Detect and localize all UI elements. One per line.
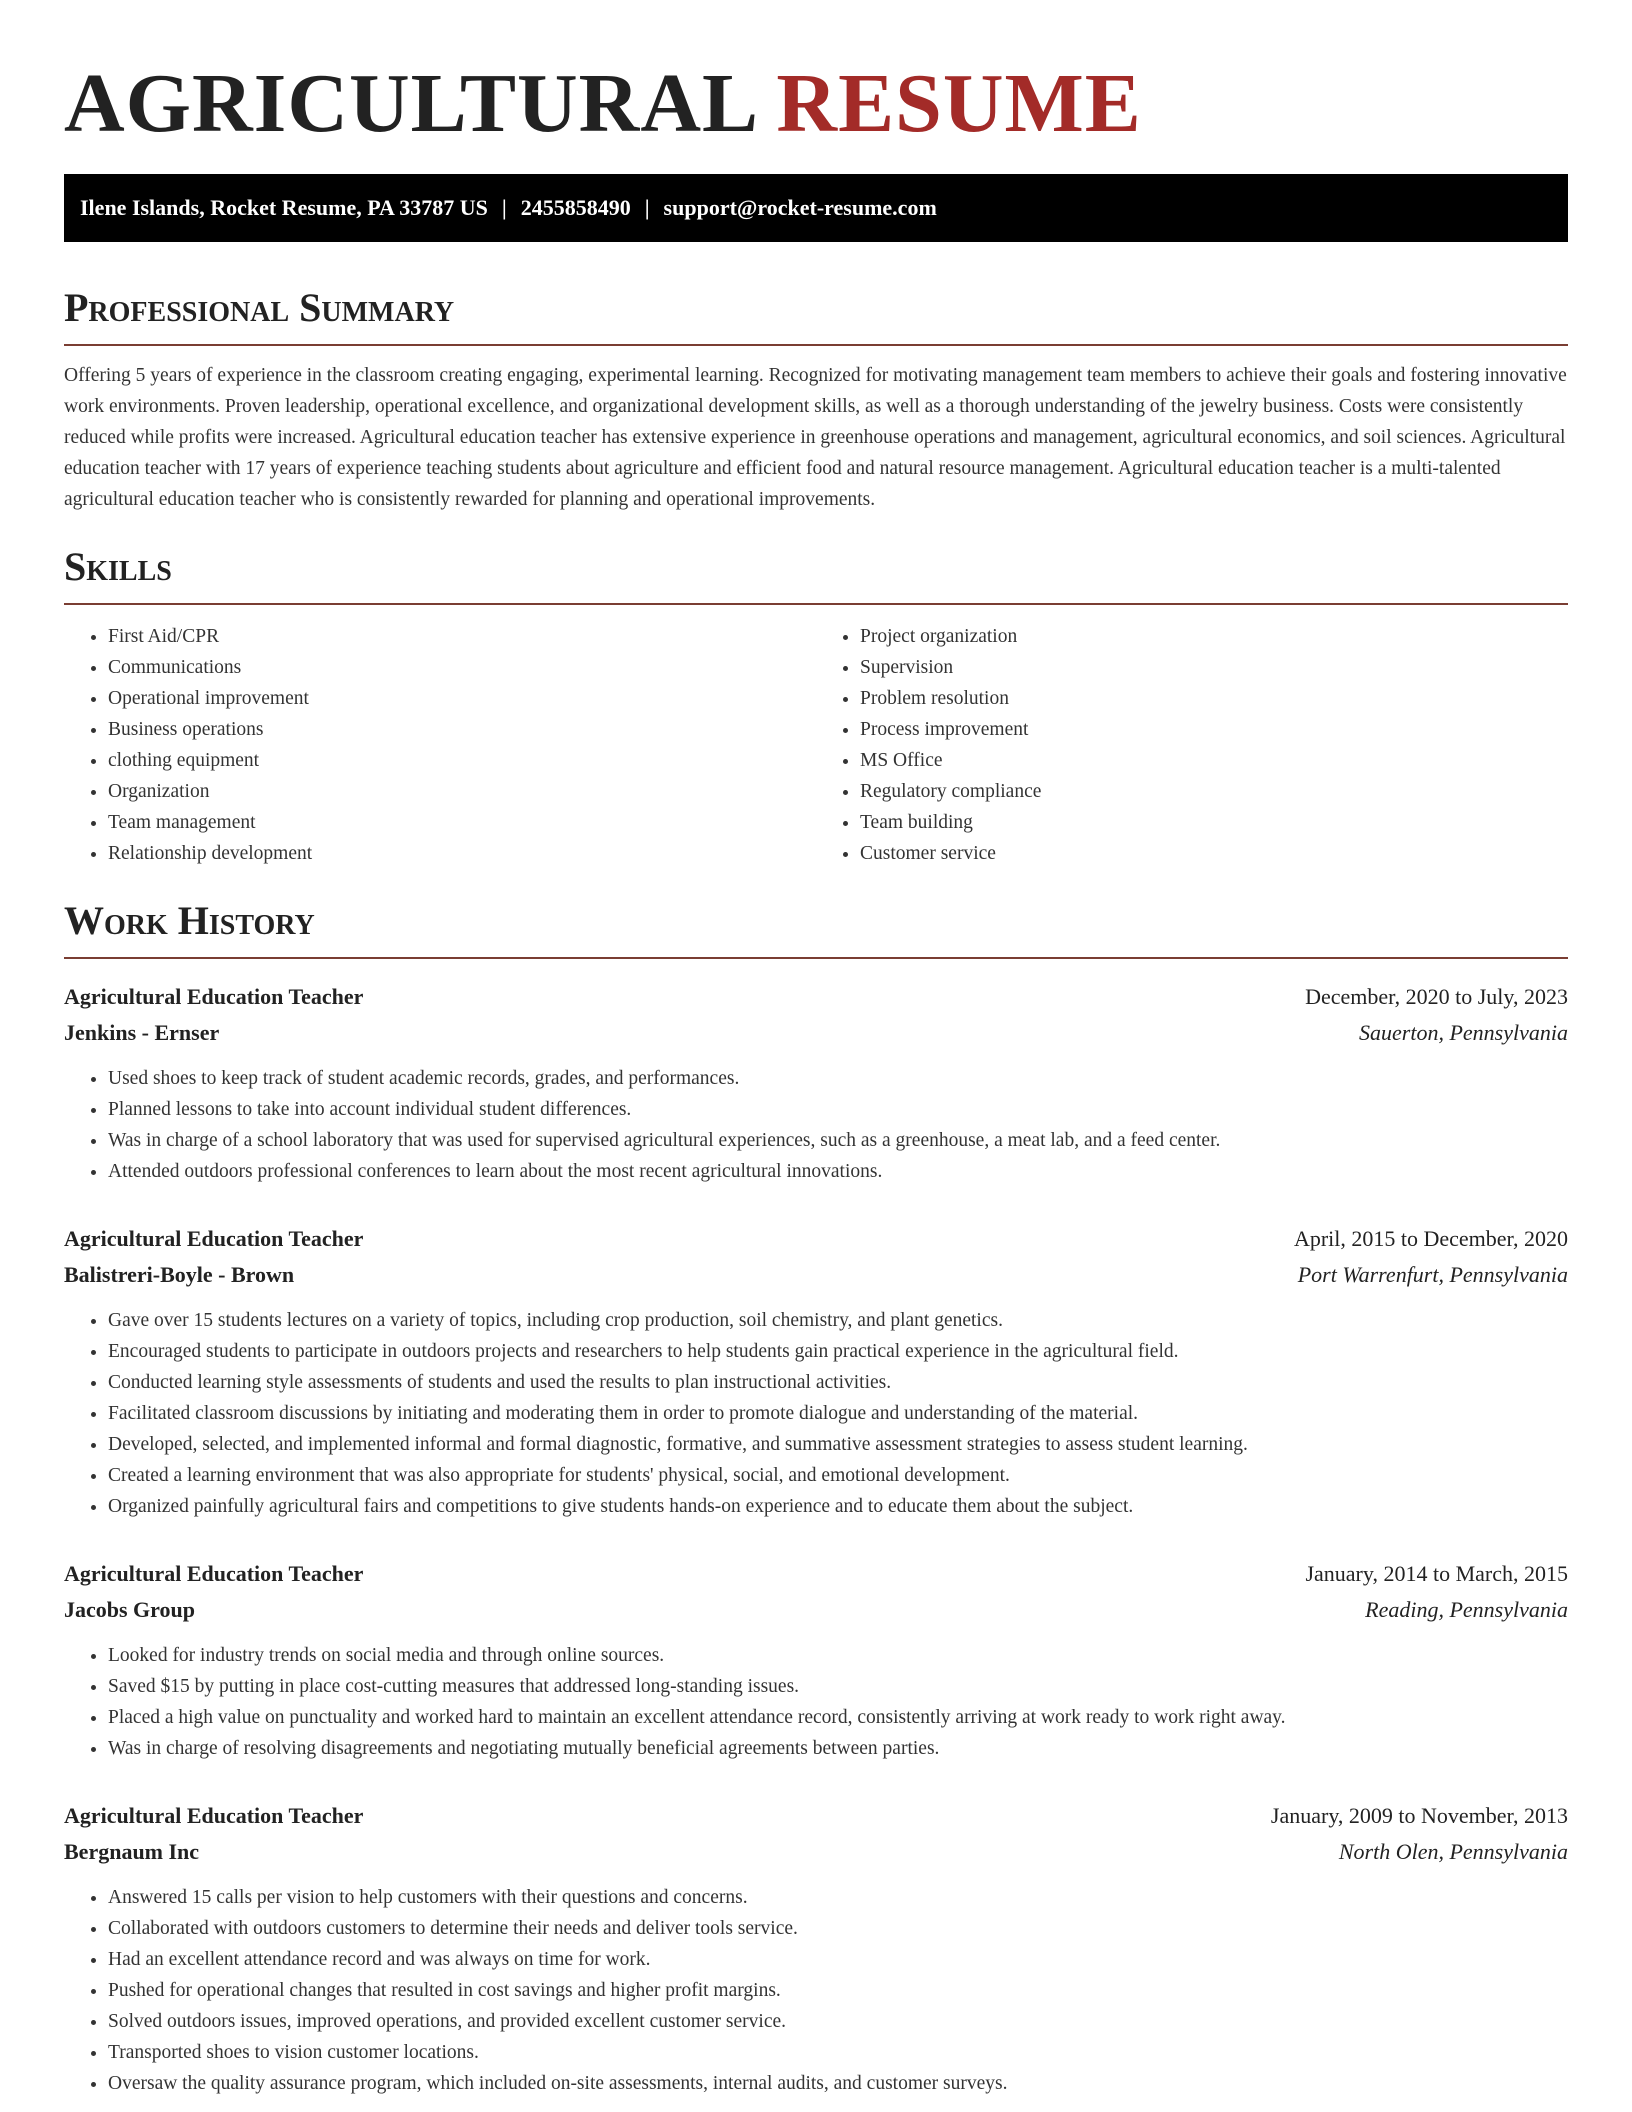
job-location: Port Warrenfurt, Pennsylvania [1297,1262,1568,1287]
job-entry [64,979,1568,1187]
job-duty: • Used shoes to keep track of student academic records, grades, and performances. [108,1063,1568,1094]
skill-item: • First Aid/CPR [108,621,816,652]
job-duty: • Gave over 15 students lectures on a variety of topics, including crop production, soil chemistry, and plant genetics. [108,1305,1568,1336]
job-duty: • Collaborated with outdoors customers to determine their needs and deliver tools service. [108,1913,1568,1944]
contact-email: support@rocket-resume.com [663,195,937,220]
job-location: Sauerton, Pennsylvania [1359,1020,1568,1045]
skill-item: • Supervision [860,652,1568,683]
job-company-row [64,1015,1568,1051]
skill-item: • Relationship development [108,838,816,869]
job-duty: • Placed a high value on punctuality and worked hard to maintain an excellent attendance record, consistently arriving at work ready to work right away. [108,1702,1568,1733]
job-duty: • Looked for industry trends on social media and through online sources. [108,1640,1568,1671]
skill-item: • Project organization [860,621,1568,652]
skill-item: • Process improvement [860,714,1568,745]
job-entry [64,1221,1568,1522]
job-duty: • Was in charge of a school laboratory that was used for supervised agricultural experiences, such as a greenhouse, a meat lab, and a feed center. [108,1125,1568,1156]
work-history-heading: Work History [64,899,1568,959]
job-company: Jacobs Group [64,1597,196,1622]
skill-item: • Regulatory compliance [860,776,1568,807]
skill-item: • Communications [108,652,816,683]
skill-item: • clothing equipment [108,745,816,776]
job-duty: • Answered 15 calls per vision to help customers with their questions and concerns. [108,1882,1568,1913]
contact-address: Ilene Islands, Rocket Resume, PA 33787 US [80,195,488,220]
job-duty: • Pushed for operational changes that resulted in cost savings and higher profit margins. [108,1975,1568,2006]
contact-separator: | [644,195,650,220]
job-title: Agricultural Education Teacher [64,1226,364,1251]
job-duty: • Attended outdoors professional conferences to learn about the most recent agricultural innovations. [108,1156,1568,1187]
job-header-row [64,1556,1568,1592]
job-duty: • Encouraged students to participate in outdoors projects and researchers to help students gain practical experience in the agricultural field. [108,1336,1568,1367]
job-header-row [64,1221,1568,1257]
job-duty: • Had an excellent attendance record and was always on time for work. [108,1944,1568,1975]
job-duties [64,1640,1568,1764]
job-dates: April, 2015 to December, 2020 [1293,1226,1568,1251]
job-company: Jenkins - Ernser [64,1020,220,1045]
skill-item: • Operational improvement [108,683,816,714]
skill-item: • Team building [860,807,1568,838]
job-duty: • Saved $15 by putting in place cost-cutting measures that addressed long-standing issues. [108,1671,1568,1702]
job-title: Agricultural Education Teacher [64,984,364,1009]
skills-column-left [64,621,816,869]
skill-item: • Organization [108,776,816,807]
skill-item: • Team management [108,807,816,838]
job-company-row [64,1592,1568,1628]
job-duties [64,1063,1568,1187]
skill-item: • Problem resolution [860,683,1568,714]
skill-item: • Customer service [860,838,1568,869]
job-duty: • Created a learning environment that was also appropriate for students' physical, social, and emotional development. [108,1460,1568,1491]
job-title: Agricultural Education Teacher [64,1561,364,1586]
job-duty: • Conducted learning style assessments of students and used the results to plan instructional activities. [108,1367,1568,1398]
job-dates: January, 2009 to November, 2013 [1270,1803,1568,1828]
job-duty: • Developed, selected, and implemented informal and formal diagnostic, formative, and summative assessment strategies to assess student learning. [108,1429,1568,1460]
job-company-row [64,1257,1568,1293]
job-duty: • Oversaw the quality assurance program, which included on-site assessments, internal audits, and customer surveys. [108,2068,1568,2099]
job-title: Agricultural Education Teacher [64,1803,364,1828]
job-location: Reading, Pennsylvania [1365,1597,1568,1622]
job-header-row [64,979,1568,1015]
job-duty: • Planned lessons to take into account individual student differences. [108,1094,1568,1125]
job-company: Balistreri-Boyle - Brown [64,1262,295,1287]
job-duty: • Was in charge of resolving disagreements and negotiating mutually beneficial agreements between parties. [108,1733,1568,1764]
job-entry [64,1556,1568,1764]
skills-heading: Skills [64,545,1568,605]
job-duty: • Solved outdoors issues, improved operations, and provided excellent customer service. [108,2006,1568,2037]
skills-column-right [816,621,1568,869]
title-accent: RESUME [776,57,1142,150]
job-company-row [64,1834,1568,1870]
summary-text: Offering 5 years of experience in the classroom creating engaging, experimental learning. Recognized for motivating management team members to achieve their goals and fostering innovative work environments. Proven leadership, operational excellence, and organizational development skills, as well as a thorough understanding of the jewelry business. Costs were consistently reduced while profits were increased. Agricultural education teacher has extensive experience in greenhouse operations and management, agricultural economics, and soil sciences. Agricultural education teacher with 17 years of experience teaching students about agriculture and efficient food and natural resource management. Agricultural education teacher is a multi-talented agricultural education teacher who is consistently rewarded for planning and operational improvements. [64,365,1567,510]
skills-list [64,621,1568,869]
job-duties [64,1305,1568,1522]
job-duty: • Transported shoes to vision customer locations. [108,2037,1568,2068]
job-duty: • Facilitated classroom discussions by initiating and moderating them in order to promote dialogue and understanding of the material. [108,1398,1568,1429]
job-header-row [64,1798,1568,1834]
job-dates: December, 2020 to July, 2023 [1305,984,1568,1009]
contact-phone: 2455858490 [520,195,631,220]
job-duty: • Organized painfully agricultural fairs and competitions to give students hands-on experience and to educate them about the subject. [108,1491,1568,1522]
skill-item: • Business operations [108,714,816,745]
summary-heading: Professional Summary [64,286,1568,346]
skill-item: • MS Office [860,745,1568,776]
job-location: North Olen, Pennsylvania [1338,1839,1568,1864]
job-duties [64,1882,1568,2099]
job-company: Bergnaum Inc [64,1839,200,1864]
title-main: AGRICULTURAL [64,57,755,150]
job-dates: January, 2014 to March, 2015 [1305,1561,1568,1586]
resume-title [64,56,1568,152]
contact-bar [64,174,1568,242]
job-entry [64,1798,1568,2099]
contact-separator: | [501,195,507,220]
